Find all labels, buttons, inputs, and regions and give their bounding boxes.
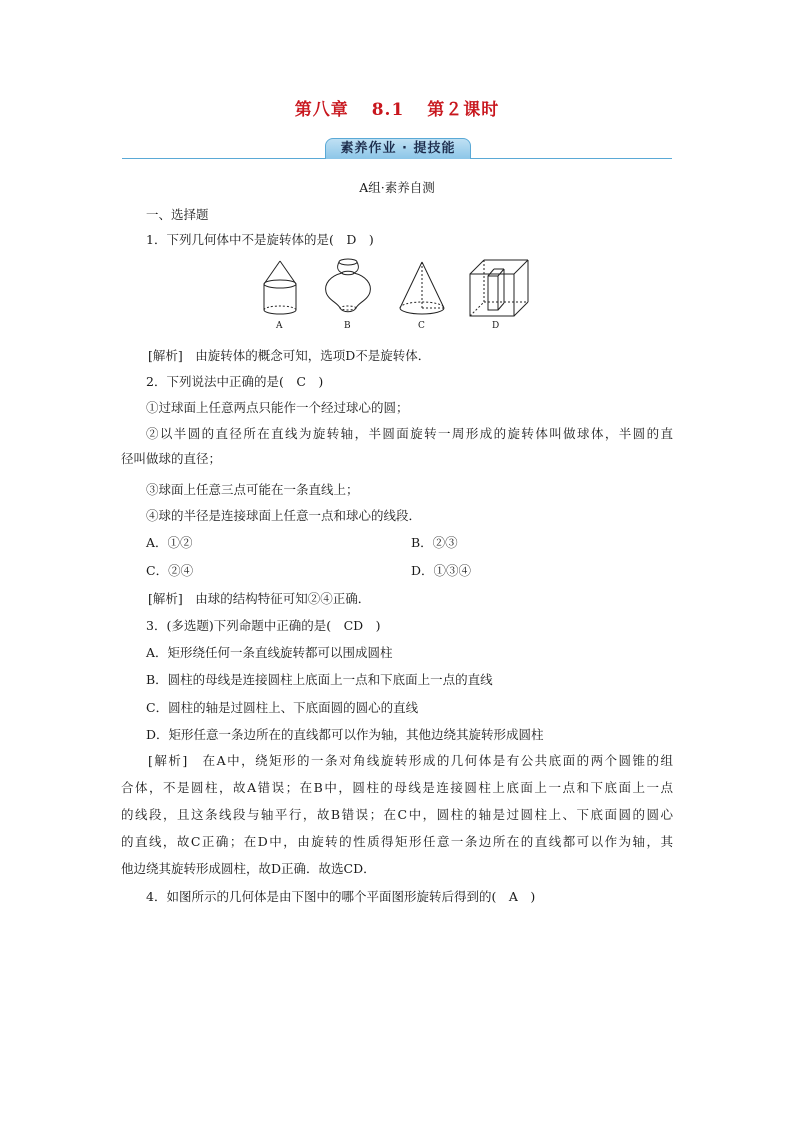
question-2-statement-2: ②以半圆的直径所在直线为旋转轴，半圆面旋转一周形成的旋转体叫做球体，半圆的直 bbox=[146, 426, 673, 441]
lesson-label: 第２课时 bbox=[427, 100, 500, 120]
question-2-statement-3: ③球面上任意三点可能在一条直线上； bbox=[146, 482, 359, 497]
page-title bbox=[0, 95, 794, 120]
figure-label-d: D bbox=[492, 321, 500, 331]
question-2-statement-2-cont: 径叫做球的直径； bbox=[121, 451, 222, 466]
vase-figure bbox=[326, 259, 371, 312]
question-3-option-b: B．圆柱的母线是连接圆柱上底面上一点和下底面上一点的直线 bbox=[146, 672, 493, 687]
question-3-stem: 3．(多选题)下列命题中正确的是( CD ) bbox=[146, 618, 381, 633]
section-heading: 一、选择题 bbox=[146, 207, 209, 222]
question-3-analysis-line-5: 他边绕其旋转形成圆柱，故D正确．故选CD． bbox=[121, 861, 376, 876]
question-2-option-d: D．①③④ bbox=[411, 563, 472, 578]
cube-figure bbox=[470, 260, 528, 316]
question-2-option-c: C．②④ bbox=[146, 563, 194, 578]
question-2-option-b: B．②③ bbox=[411, 535, 458, 550]
question-2-option-a: A．①② bbox=[146, 535, 193, 550]
question-2-statement-1: ①过球面上任意两点只能作一个经过球心的圆； bbox=[146, 400, 409, 415]
question-2-stem: 2．下列说法中正确的是( C ) bbox=[146, 374, 324, 389]
question-3-analysis-line-3: 的线段，且这条线段与轴平行，故B错误；在C中，圆柱的轴是过圆柱上、下底面圆的圆心 bbox=[121, 807, 673, 822]
question-3-analysis-line-2: 合体，不是圆柱，故A错误；在B中，圆柱的母线是连接圆柱上底面上一点和下底面上一点 bbox=[121, 780, 673, 795]
chapter-label: 第八章 bbox=[294, 100, 349, 120]
question-3-analysis-line-4: 的直线，故C正确；在D中，由旋转的性质得矩形任意一条边所在的直线都可以作为轴，其 bbox=[121, 834, 673, 849]
question-3-analysis-line-1: [解析] 在A中，绕矩形的一条对角线旋转形成的几何体是有公共底面的两个圆锥的组 bbox=[148, 753, 673, 768]
question-1-stem: 1．下列几何体中不是旋转体的是( D ) bbox=[146, 232, 374, 247]
cone-figure bbox=[400, 262, 444, 314]
section-banner: 素养作业 · 提技能 bbox=[325, 138, 471, 159]
question-3-option-c: C．圆柱的轴是过圆柱上、下底面圆的圆心的直线 bbox=[146, 700, 419, 715]
question-1-figures bbox=[250, 256, 540, 336]
section-number: 8.1 bbox=[371, 100, 405, 120]
question-4-stem: 4．如图所示的几何体是由下图中的哪个平面图形旋转后得到的( A ) bbox=[146, 889, 536, 904]
figure-label-b: B bbox=[344, 321, 351, 331]
figure-label-a: A bbox=[276, 321, 283, 331]
question-3-option-a: A．矩形绕任何一条直线旋转都可以围成圆柱 bbox=[146, 645, 393, 660]
question-2-analysis: [解析] 由球的结构特征可知②④正确． bbox=[148, 591, 371, 606]
question-2-statement-4: ④球的半径是连接球面上任意一点和球心的线段． bbox=[146, 508, 422, 523]
question-1-analysis: [解析] 由旋转体的概念可知，选项D不是旋转体． bbox=[148, 348, 431, 363]
group-title: A组·素养自测 bbox=[359, 180, 435, 195]
figure-label-c: C bbox=[418, 321, 425, 331]
question-3-option-d: D．矩形任意一条边所在的直线都可以作为轴，其他边绕其旋转形成圆柱 bbox=[146, 727, 544, 742]
cone-on-cylinder-figure bbox=[264, 261, 296, 314]
